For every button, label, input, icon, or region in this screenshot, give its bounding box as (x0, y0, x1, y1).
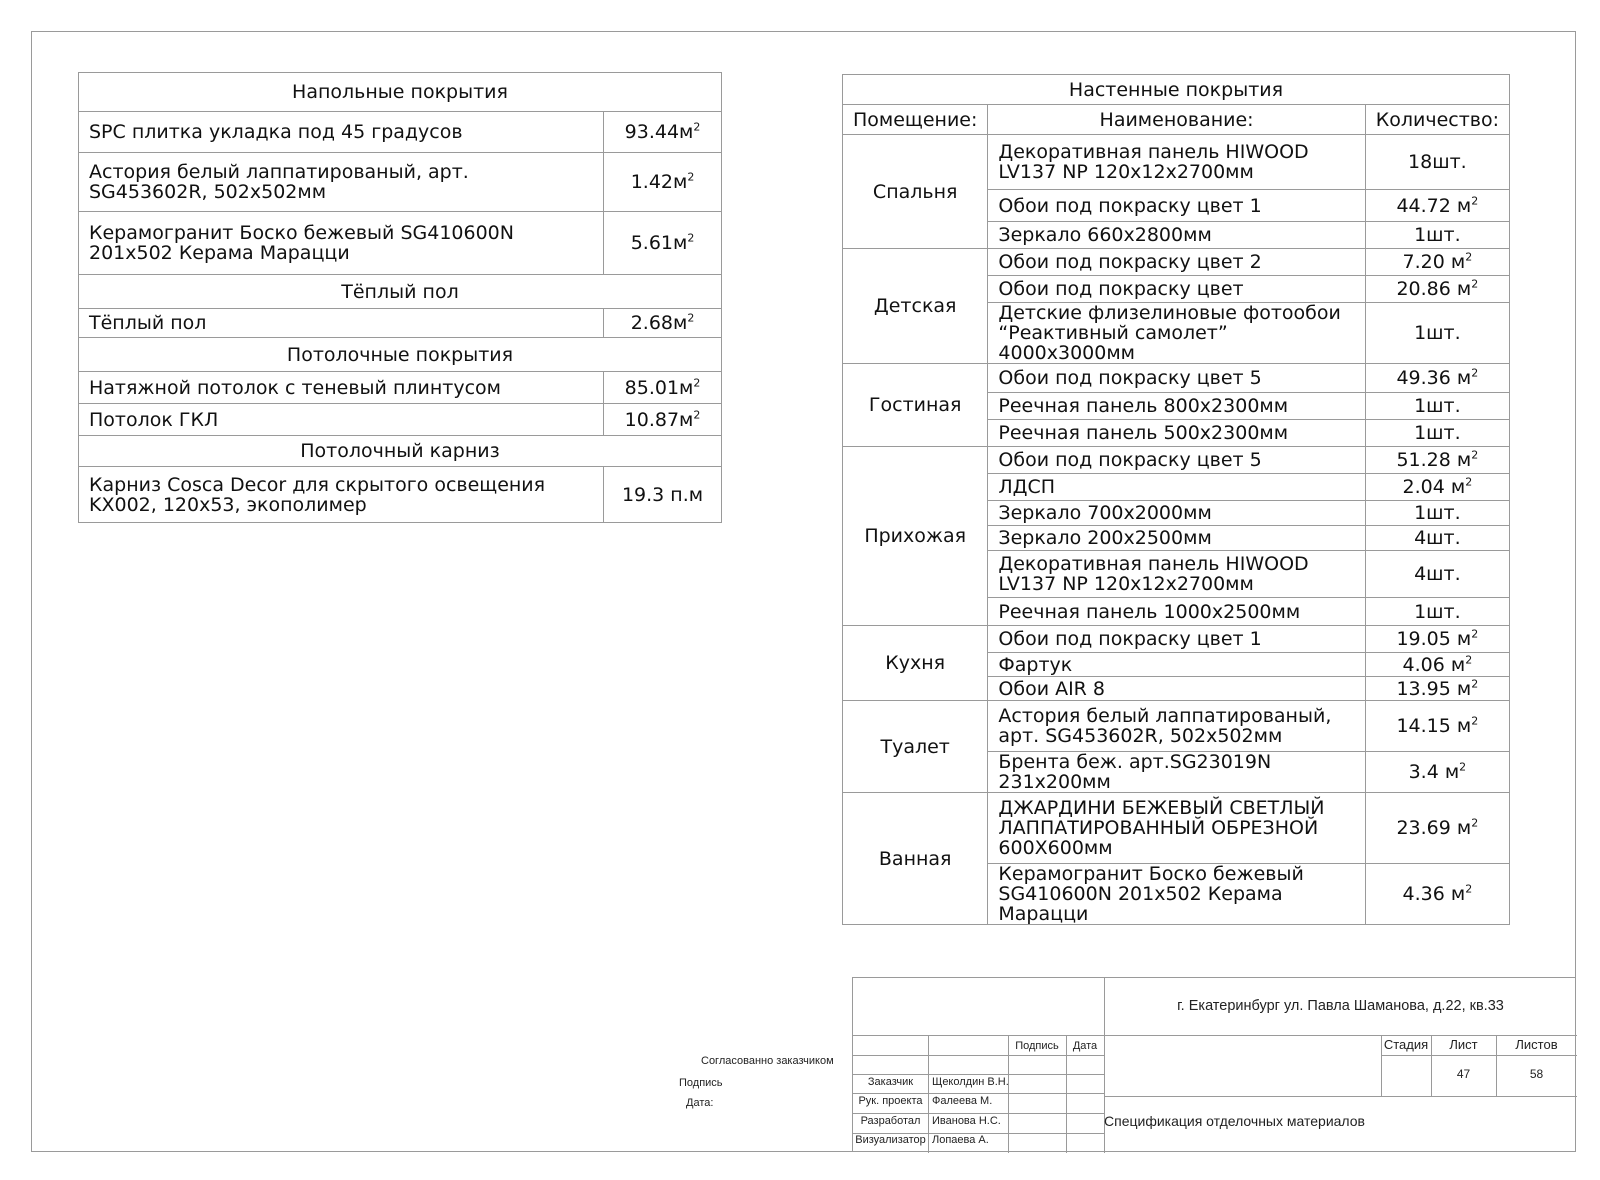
unit-exponent: 2 (1471, 194, 1479, 208)
item-name: Керамогранит Боско бежевый SG410600N 201x502 Керама Марацци (79, 212, 604, 275)
quantity-value: 19.3 п.м (621, 483, 704, 506)
unit-exponent: 2 (693, 408, 701, 422)
item-quantity (604, 372, 722, 404)
role-2: Разработал (860, 1115, 921, 1127)
item-quantity (1365, 677, 1509, 701)
role-3: Визуализатор (855, 1134, 926, 1146)
item-name: Зеркало 660x2800мм (988, 222, 1365, 249)
item-name: Реечная панель 800x2300мм (988, 393, 1365, 420)
unit-exponent: 2 (1465, 653, 1473, 667)
unit-exponent: 2 (1471, 816, 1479, 830)
item-quantity (1365, 222, 1509, 249)
ceiling-coverings-title-row (79, 338, 722, 372)
person-1: Фалеева М. (932, 1095, 993, 1107)
quantity-value: 2.68м (630, 312, 688, 334)
room-name: Гостиная (843, 364, 988, 447)
agreed-label: Согласованно заказчиком (701, 1055, 834, 1067)
quantity-value: 3.4 м (1408, 761, 1460, 783)
quantity-value: 4.36 м (1402, 883, 1466, 905)
unit-exponent: 2 (1471, 677, 1479, 691)
item-quantity (1365, 364, 1509, 393)
unit-exponent: 2 (1459, 760, 1467, 774)
ceiling-cornice-title: Потолочный карниз (79, 436, 722, 467)
room-name: Прихожая (843, 447, 988, 626)
date-label: Дата: (686, 1097, 714, 1109)
person-0: Щеколдин В.Н. (932, 1076, 1009, 1088)
item-name: Брента беж. арт.SG23019N 231x200мм (988, 752, 1365, 793)
item-quantity (1365, 447, 1509, 474)
floor-item-row (79, 112, 722, 153)
item-quantity (1365, 249, 1509, 276)
item-name: Карниз Cosca Decor для скрытого освещения KX002, 120x53, экополимер (79, 467, 604, 523)
item-quantity (1365, 653, 1509, 677)
unit-exponent: 2 (687, 231, 695, 245)
floor-coverings-title-row (79, 73, 722, 112)
unit-exponent: 2 (687, 170, 695, 184)
unit-exponent: 2 (1465, 882, 1473, 896)
item-quantity (1365, 598, 1509, 626)
quantity-value: 20.86 м (1396, 278, 1472, 300)
room-name: Ванная (843, 793, 988, 925)
sheet-number: 47 (1456, 1067, 1471, 1081)
item-name: ЛДСП (988, 474, 1365, 501)
warm-floor-title-row (79, 275, 722, 309)
floor-coverings-title: Напольные покрытия (79, 73, 722, 112)
quantity-value: 14.15 м (1396, 715, 1472, 737)
quantity-value: 4.06 м (1402, 653, 1466, 676)
item-name: Астория белый лаппатированый, арт. SG453602R, 502x502мм (79, 153, 604, 212)
wall-spec-body (843, 75, 1510, 925)
person-3: Лопаева А. (932, 1134, 989, 1146)
quantity-value: 2.04 м (1402, 476, 1466, 498)
floor-item-row (79, 404, 722, 436)
floor-item-row (79, 372, 722, 404)
item-name: Зеркало 200x2500мм (988, 526, 1365, 551)
col-signature-label: Подпись (1015, 1040, 1059, 1052)
signature-label: Подпись (679, 1077, 723, 1089)
unit-exponent: 2 (1465, 250, 1473, 264)
wall-title-row (843, 75, 1510, 105)
quantity-value: 4шт. (1414, 527, 1461, 549)
sheets-count: 58 (1529, 1067, 1544, 1081)
item-quantity (1365, 474, 1509, 501)
item-quantity (1365, 420, 1509, 447)
item-name: Астория белый лаппатированый, арт. SG453602R, 502x502мм (988, 701, 1365, 752)
floor-item-row (79, 212, 722, 275)
floor-item-row (79, 309, 722, 338)
unit-exponent: 2 (693, 120, 701, 134)
quantity-value: 1шт. (1414, 224, 1461, 246)
wall-item-row (843, 626, 1510, 653)
quantity-value: 1.42м (630, 171, 688, 193)
wall-column-headers (843, 105, 1510, 135)
item-quantity (604, 309, 722, 338)
item-name: Обои под покраску цвет 2 (988, 249, 1365, 276)
quantity-value: 49.36 м (1396, 367, 1472, 389)
wall-item-row (843, 447, 1510, 474)
quantity-value: 23.69 м (1396, 817, 1472, 839)
role-0: Заказчик (867, 1076, 914, 1088)
sheets-label: Листов (1515, 1037, 1558, 1052)
quantity-value: 4шт. (1414, 563, 1461, 585)
col-date-label: Дата (1072, 1040, 1098, 1052)
sheet-label: Лист (1449, 1037, 1478, 1052)
document-title: Спецификация отделочных материалов (1104, 1113, 1365, 1129)
item-name: Обои под покраску цвет 5 (988, 447, 1365, 474)
item-quantity (1365, 501, 1509, 526)
item-quantity (1365, 752, 1509, 793)
wall-item-row (843, 701, 1510, 752)
item-name: Обои под покраску цвет (988, 276, 1365, 303)
item-name: Реечная панель 500x2300мм (988, 420, 1365, 447)
item-name: Керамогранит Боско бежевый SG410600N 201x502 Керама Марацци (988, 864, 1365, 925)
item-quantity (604, 404, 722, 436)
quantity-value: 44.72 м (1396, 194, 1472, 217)
quantity-value: 1шт. (1414, 600, 1461, 623)
item-name: Потолок ГКЛ (79, 404, 604, 436)
wall-item-row (843, 364, 1510, 393)
column-room-header: Помещение: (843, 105, 988, 135)
quantity-value: 51.28 м (1396, 449, 1472, 471)
quantity-value: 1шт. (1414, 422, 1461, 444)
item-quantity (1365, 276, 1509, 303)
item-name: Реечная панель 1000x2500мм (988, 598, 1365, 626)
quantity-value: 18шт. (1408, 151, 1467, 173)
item-quantity (604, 467, 722, 523)
wall-item-row (843, 249, 1510, 276)
room-name: Детская (843, 249, 988, 364)
role-1: Рук. проекта (858, 1095, 923, 1107)
item-name: Декоративная панель HIWOOD LV137 NP 120x12x2700мм (988, 135, 1365, 190)
quantity-value: 93.44м (624, 121, 694, 143)
item-quantity (1365, 701, 1509, 752)
item-name: Зеркало 700x2000мм (988, 501, 1365, 526)
quantity-value: 10.87м (624, 408, 694, 431)
item-quantity (1365, 626, 1509, 653)
title-block (852, 977, 1576, 1152)
quantity-value: 1шт. (1414, 322, 1461, 344)
project-address: г. Екатеринбург ул. Павла Шаманова, д.22, кв.33 (1177, 998, 1504, 1014)
floor-spec-body (79, 73, 722, 523)
unit-exponent: 2 (1471, 714, 1479, 728)
floor-item-row (79, 153, 722, 212)
wall-item-row (843, 135, 1510, 190)
unit-exponent: 2 (1465, 475, 1473, 489)
column-name-header: Наименование: (988, 105, 1365, 135)
item-name: Обои под покраску цвет 1 (988, 190, 1365, 222)
ceiling-cornice-title-row (79, 436, 722, 467)
item-quantity (604, 153, 722, 212)
item-quantity (1365, 526, 1509, 551)
item-quantity (1365, 393, 1509, 420)
item-name: ДЖАРДИНИ БЕЖЕВЫЙ СВЕТЛЫЙ ЛАППАТИРОВАННЫЙ ОБРЕЗНОЙ 600X600мм (988, 793, 1365, 864)
item-name: Обои под покраску цвет 1 (988, 626, 1365, 653)
room-name: Спальня (843, 135, 988, 249)
item-quantity (1365, 793, 1509, 864)
quantity-value: 85.01м (624, 376, 694, 399)
unit-exponent: 2 (1471, 448, 1479, 462)
quantity-value: 19.05 м (1396, 628, 1472, 650)
quantity-value: 1шт. (1414, 502, 1461, 524)
item-quantity (1365, 303, 1509, 364)
column-quantity-header: Количество: (1365, 105, 1509, 135)
item-name: Фартук (988, 653, 1365, 677)
item-name: Обои AIR 8 (988, 677, 1365, 701)
item-quantity (604, 212, 722, 275)
floor-spec-table (78, 72, 722, 523)
person-2: Иванова Н.С. (932, 1115, 1001, 1127)
unit-exponent: 2 (693, 376, 701, 390)
item-quantity (1365, 551, 1509, 598)
wall-spec-table (842, 74, 1510, 925)
item-quantity (604, 112, 722, 153)
quantity-value: 13.95 м (1396, 677, 1472, 700)
ceiling-coverings-title: Потолочные покрытия (79, 338, 722, 372)
item-name: SPC плитка укладка под 45 градусов (79, 112, 604, 153)
room-name: Кухня (843, 626, 988, 701)
quantity-value: 7.20 м (1402, 251, 1466, 273)
wall-item-row (843, 793, 1510, 864)
item-quantity (1365, 864, 1509, 925)
item-quantity (1365, 135, 1509, 190)
unit-exponent: 2 (1471, 277, 1479, 291)
unit-exponent: 2 (1471, 627, 1479, 641)
warm-floor-title: Тёплый пол (79, 275, 722, 309)
room-name: Туалет (843, 701, 988, 793)
stage-label: Стадия (1383, 1037, 1429, 1052)
quantity-value: 1шт. (1414, 395, 1461, 417)
wall-coverings-title: Настенные покрытия (843, 75, 1510, 105)
item-name: Детские флизелиновые фотообои “Реактивный самолет” 4000x3000мм (988, 303, 1365, 364)
item-name: Обои под покраску цвет 5 (988, 364, 1365, 393)
quantity-value: 5.61м (630, 232, 688, 254)
item-quantity (1365, 190, 1509, 222)
unit-exponent: 2 (687, 311, 695, 325)
item-name: Тёплый пол (79, 309, 604, 338)
unit-exponent: 2 (1471, 366, 1479, 380)
floor-item-row (79, 467, 722, 523)
item-name: Натяжной потолок с теневый плинтусом (79, 372, 604, 404)
item-name: Декоративная панель HIWOOD LV137 NP 120x12x2700мм (988, 551, 1365, 598)
